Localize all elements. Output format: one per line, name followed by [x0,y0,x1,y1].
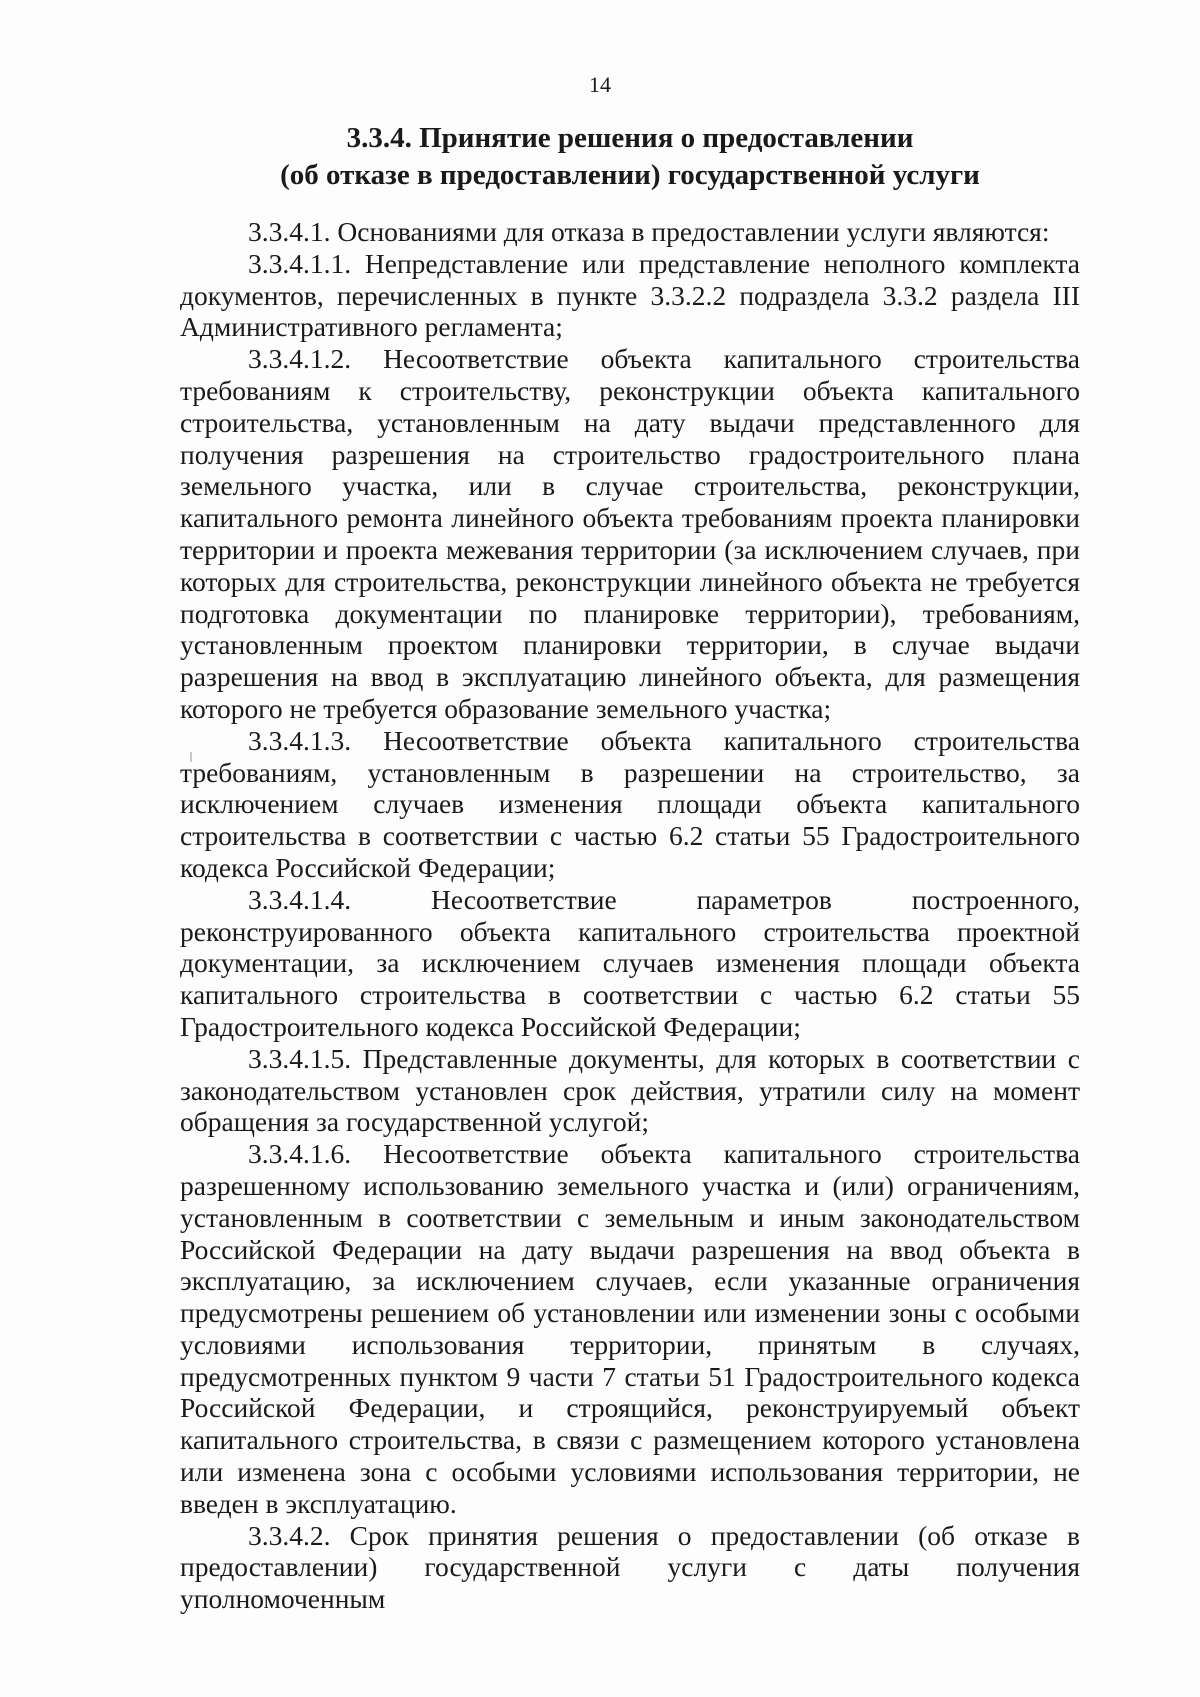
section-heading [190,120,1070,194]
paragraph-3-3-4-1-3: 3.3.4.1.3. Несоответствие объекта капитального строительства требованиям, установленным в разрешении на строительство, за исключением случаев изменения площади объекта капитального строительства в соответствии с частью 6.2 статьи 55 Градостроительного кодекса Российской Федерации; [180,724,1080,883]
paragraph-3-3-4-1-4: 3.3.4.1.4. Несоответствие параметров построенного, реконструированного объекта капитального строительства проектной документации, за исключением случаев изменения площади объекта капитального строительства в соответствии с частью 6.2 статьи 55 Градостроительного кодекса Российской Федерации; [180,883,1080,1042]
paragraph-3-3-4-1-5: 3.3.4.1.5. Представленные документы, для которых в соответствии с законодательством установлен срок действия, утратили силу на момент обращения за государственной услугой; [180,1042,1080,1138]
paragraph-3-3-4-1: 3.3.4.1. Основаниями для отказа в предоставлении услуги являются: [248,216,1050,247]
section-heading-line: (об отказе в предоставлении) государственной услуги [280,159,980,191]
document-body [180,216,1080,1615]
section-heading-line: 3.3.4. Принятие решения о предоставлении [346,122,914,154]
paragraph-3-3-4-1-1: 3.3.4.1.1. Непредставление или представление неполного комплекта документов, перечисленных в пункте 3.3.2.2 подраздела 3.3.2 раздела III Административного регламента; [180,247,1080,343]
paragraph-3-3-4-2: 3.3.4.2. Срок принятия решения о предоставлении (об отказе в предоставлении) государственной услуги с даты получения уполномоченным [180,1519,1080,1615]
page-number: 14 [589,72,611,97]
paragraph-3-3-4-1-2: 3.3.4.1.2. Несоответствие объекта капитального строительства требованиям к строительству, реконструкции объекта капитального строительства, установленным на дату выдачи представленного для получения разрешения на строительство градостроительного плана земельного участка, или в случае строительства, реконструкции, капитального ремонта линейного объекта требованиям проекта планировки территории и проекта межевания территории (за исключением случаев, при которых для строительства, реконструкции линейного объекта не требуется подготовка документации по планировке территории), требованиям, установленным проектом планировки территории, в случае выдачи разрешения на ввод в эксплуатацию линейного объекта, для размещения которого не требуется образование земельного участка; [180,343,1080,724]
paragraph-3-3-4-1-6: 3.3.4.1.6. Несоответствие объекта капитального строительства разрешенному использованию земельного участка и (или) ограничениям, установленным в соответствии с земельным и иным законодательством Российской Федерации на дату выдачи разрешения на ввод объекта в эксплуатацию, за исключением случаев, если указанные ограничения предусмотрены решением об установлении или изменении зоны с особыми условиями использования территории, принятым в случаях, предусмотренных пунктом 9 части 7 статьи 51 Градостроительного кодекса Российской Федерации, и строящийся, реконструируемый объект капитального строительства, в связи с размещением которого установлена или изменена зона с особыми условиями использования территории, не введен в эксплуатацию. [180,1138,1080,1519]
